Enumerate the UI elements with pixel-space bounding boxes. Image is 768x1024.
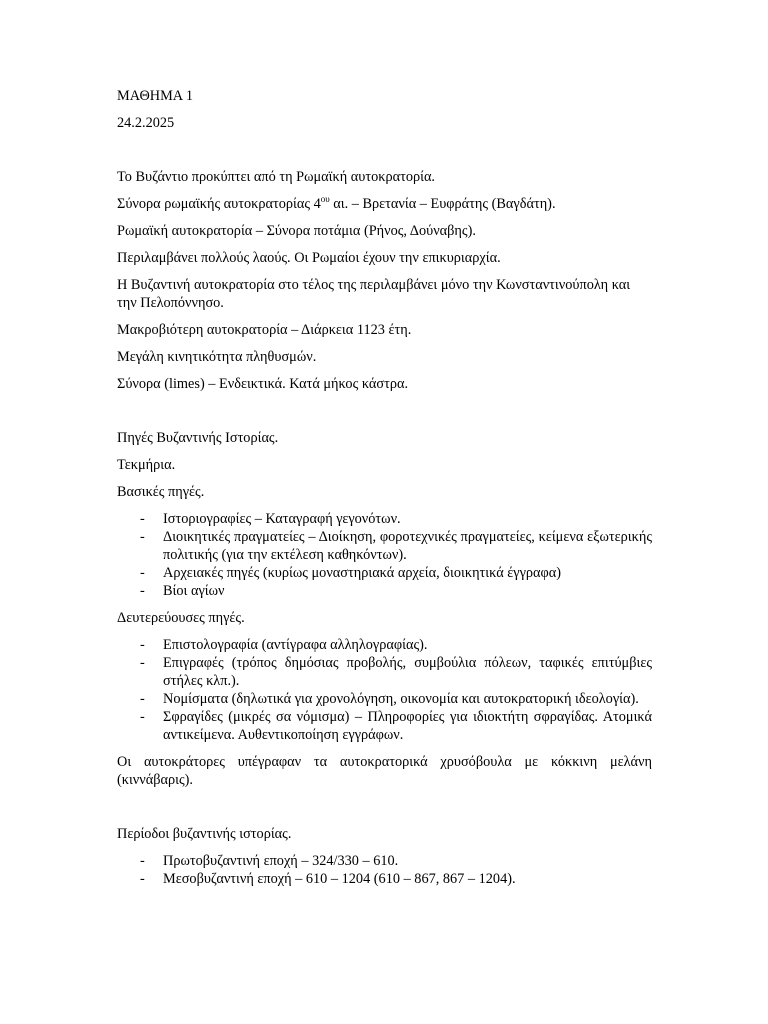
bullet-dash: - [140,583,145,599]
list-item-text: Επιστολογραφία (αντίγραφα αλληλογραφίας). [163,637,428,653]
list-item-text: Διοικητικές πραγματείες – Διοίκηση, φοροτεχνικές πραγματείες, κείμενα εξωτερικής πολιτικής (για την εκτέλεση καθηκόντων). [163,529,652,563]
list-item-text: Αρχειακές πηγές (κυρίως μοναστηριακά αρχεία, διοικητικά έγγραφα) [163,565,562,581]
sources-heading: Πηγές Βυζαντινής Ιστορίας. [117,430,279,446]
bullet-dash: - [140,529,145,545]
lesson-date: 24.2.2025 [117,115,175,131]
secondary-sources-heading: Δευτερεύουσες πηγές. [117,610,245,626]
intro-paragraph-5: Η Βυζαντινή αυτοκρατορία στο τέλος της περιλαμβάνει μόνο την Κωνσταντινούπολη και την Πελοπόννησο. [117,277,631,311]
list-item-text: Μεσοβυζαντινή εποχή – 610 – 1204 (610 – 867, 867 – 1204). [163,871,516,887]
intro-paragraph-1: Το Βυζάντιο προκύπτει από τη Ρωμαϊκή αυτοκρατορία. [117,169,436,185]
intro-paragraph-2 [117,195,652,213]
bullet-dash: - [140,637,145,653]
list-item-text: Βίοι αγίων [163,583,225,599]
bullet-dash: - [140,655,145,671]
spacer [117,402,652,429]
list-item [117,708,652,744]
list-item [117,852,652,870]
spacer [117,798,652,825]
list-item [117,564,652,582]
bullet-dash: - [140,709,145,725]
intro-paragraph-2-rest: αι. – Βρετανία – Ευφράτης (Βαγδάτη). [329,196,556,212]
intro-paragraph-7: Μεγάλη κινητικότητα πληθυσμών. [117,349,317,365]
list-item [117,654,652,690]
list-item [117,510,652,528]
periods-heading: Περίοδοι βυζαντινής ιστορίας. [117,826,292,842]
list-item-text: Ιστοριογραφίες – Καταγραφή γεγονότων. [163,511,401,527]
periods-list [117,852,652,888]
intro-paragraph-8: Σύνορα (limes) – Ενδεικτικά. Κατά μήκος κάστρα. [117,376,409,392]
intro-paragraph-6: Μακροβιότερη αυτοκρατορία – Διάρκεια 1123 έτη. [117,322,412,338]
list-item [117,528,652,564]
intro-paragraph-2-text: Σύνορα ρωμαϊκής αυτοκρατορίας 4 [117,196,321,212]
intro-paragraph-3: Ρωμαϊκή αυτοκρατορία – Σύνορα ποτάμια (Ρήνος, Δούναβης). [117,223,476,239]
intro-paragraph-4: Περιλαμβάνει πολλούς λαούς. Οι Ρωμαίοι έχουν την επικυριαρχία. [117,250,501,266]
list-item [117,870,652,888]
spacer [117,141,652,168]
primary-sources-heading: Βασικές πηγές. [117,484,205,500]
list-item [117,582,652,600]
list-item-text: Επιγραφές (τρόπος δημόσιας προβολής, συμβούλια πόλεων, ταφικές επιτύμβιες στήλες κλπ.). [163,655,652,689]
list-item-text: Πρωτοβυζαντινή εποχή – 324/330 – 610. [163,853,399,869]
lesson-title: ΜΑΘΗΜΑ 1 [117,88,194,104]
bullet-dash: - [140,691,145,707]
bullet-dash: - [140,871,145,887]
list-item [117,636,652,654]
secondary-sources-list [117,636,652,744]
list-item-text: Σφραγίδες (μικρές σα νόμισμα) – Πληροφορίες για ιδιοκτήτη σφραγίδας. Ατομικά αντικείμενα. Αυθεντικοποίηση εγγράφων. [163,709,652,743]
list-item-text: Νομίσματα (δηλωτικά για χρονολόγηση, οικονομία και αυτοκρατορική ιδεολογία). [163,691,639,707]
bullet-dash: - [140,853,145,869]
century-superscript: ου [320,194,330,205]
evidence-line: Τεκμήρια. [117,457,176,473]
document-body [117,87,652,897]
list-item [117,690,652,708]
closing-paragraph: Οι αυτοκράτορες υπέγραφαν τα αυτοκρατορικά χρυσόβουλα με κόκκινη μελάνη (κιννάβαρις). [117,754,652,788]
primary-sources-list [117,510,652,600]
bullet-dash: - [140,511,145,527]
bullet-dash: - [140,565,145,581]
